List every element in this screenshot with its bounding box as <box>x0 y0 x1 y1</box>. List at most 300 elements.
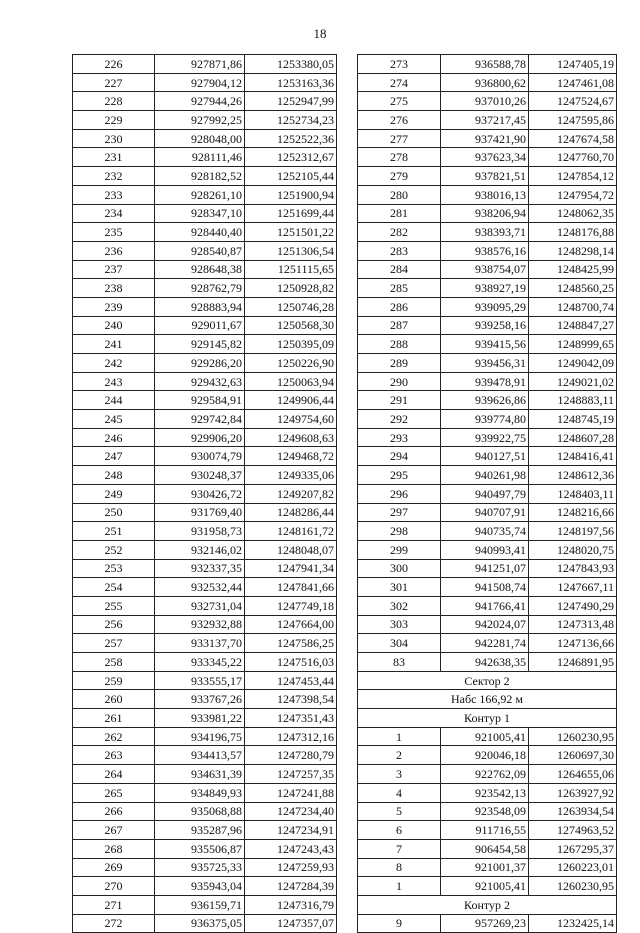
point-number: 282 <box>358 223 441 242</box>
table-row <box>358 148 617 167</box>
x-coordinate: 921005,41 <box>441 727 529 746</box>
point-number: 8 <box>358 858 441 877</box>
point-number: 2 <box>358 746 441 765</box>
x-coordinate: 927904,12 <box>155 73 245 92</box>
point-number: 245 <box>73 410 155 429</box>
point-number: 237 <box>73 260 155 279</box>
point-number: 253 <box>73 559 155 578</box>
x-coordinate: 937010,26 <box>441 92 529 111</box>
table-row <box>73 727 337 746</box>
y-coordinate: 1252105,44 <box>245 167 337 186</box>
table-row <box>73 839 337 858</box>
y-coordinate: 1248161,72 <box>245 522 337 541</box>
table-row <box>73 148 337 167</box>
y-coordinate: 1249042,09 <box>529 354 617 373</box>
point-number: 250 <box>73 503 155 522</box>
x-coordinate: 938206,94 <box>441 204 529 223</box>
y-coordinate: 1248999,65 <box>529 335 617 354</box>
point-number: 277 <box>358 129 441 148</box>
x-coordinate: 928440,40 <box>155 223 245 242</box>
y-coordinate: 1263934,54 <box>529 802 617 821</box>
table-row <box>358 821 617 840</box>
y-coordinate: 1247941,34 <box>245 559 337 578</box>
x-coordinate: 929584,91 <box>155 391 245 410</box>
table-row <box>73 410 337 429</box>
y-coordinate: 1247357,07 <box>245 914 337 933</box>
table-row <box>358 653 617 672</box>
table-row <box>73 241 337 260</box>
point-number: 4 <box>358 783 441 802</box>
page-number: 18 <box>313 26 327 41</box>
point-number: 278 <box>358 148 441 167</box>
x-coordinate: 921001,37 <box>441 858 529 877</box>
y-coordinate: 1247241,88 <box>245 783 337 802</box>
y-coordinate: 1247312,16 <box>245 727 337 746</box>
table-row <box>73 503 337 522</box>
table-row <box>358 335 617 354</box>
y-coordinate: 1251900,94 <box>245 185 337 204</box>
point-number: 273 <box>358 55 441 74</box>
table-row <box>358 746 617 765</box>
x-coordinate: 932532,44 <box>155 578 245 597</box>
x-coordinate: 929011,67 <box>155 316 245 335</box>
y-coordinate: 1247280,79 <box>245 746 337 765</box>
table-row <box>73 111 337 130</box>
y-coordinate: 1247461,08 <box>529 73 617 92</box>
x-coordinate: 940497,79 <box>441 484 529 503</box>
table-row <box>73 821 337 840</box>
table-row <box>73 671 337 690</box>
y-coordinate: 1246891,95 <box>529 653 617 672</box>
table-row <box>358 783 617 802</box>
point-number: 303 <box>358 615 441 634</box>
coordinates-table-right <box>357 54 617 933</box>
y-coordinate: 1247257,35 <box>245 765 337 784</box>
x-coordinate: 938576,16 <box>441 241 529 260</box>
x-coordinate: 934413,57 <box>155 746 245 765</box>
point-number: 242 <box>73 354 155 373</box>
table-row <box>73 690 337 709</box>
y-coordinate: 1247674,58 <box>529 129 617 148</box>
y-coordinate: 1260697,30 <box>529 746 617 765</box>
table-row <box>358 839 617 858</box>
point-number: 231 <box>73 148 155 167</box>
x-coordinate: 942024,07 <box>441 615 529 634</box>
point-number: 276 <box>358 111 441 130</box>
table-row <box>358 522 617 541</box>
table-row <box>73 279 337 298</box>
x-coordinate: 932337,35 <box>155 559 245 578</box>
y-coordinate: 1263927,92 <box>529 783 617 802</box>
y-coordinate: 1248176,88 <box>529 223 617 242</box>
x-coordinate: 933555,17 <box>155 671 245 690</box>
table-row <box>358 410 617 429</box>
x-coordinate: 939774,80 <box>441 410 529 429</box>
y-coordinate: 1247243,43 <box>245 839 337 858</box>
table-row <box>73 204 337 223</box>
table-row <box>358 185 617 204</box>
point-number: 241 <box>73 335 155 354</box>
x-coordinate: 928648,38 <box>155 260 245 279</box>
table-row <box>358 484 617 503</box>
point-number: 280 <box>358 185 441 204</box>
x-coordinate: 929906,20 <box>155 428 245 447</box>
x-coordinate: 939478,91 <box>441 372 529 391</box>
point-number: 243 <box>73 372 155 391</box>
point-number: 236 <box>73 241 155 260</box>
table-row <box>73 596 337 615</box>
point-number: 297 <box>358 503 441 522</box>
y-coordinate: 1248612,36 <box>529 466 617 485</box>
x-coordinate: 933981,22 <box>155 709 245 728</box>
point-number: 301 <box>358 578 441 597</box>
table-row <box>73 223 337 242</box>
y-coordinate: 1247667,11 <box>529 578 617 597</box>
y-coordinate: 1247595,86 <box>529 111 617 130</box>
point-number: 300 <box>358 559 441 578</box>
x-coordinate: 937623,34 <box>441 148 529 167</box>
y-coordinate: 1247405,19 <box>529 55 617 74</box>
y-coordinate: 1247234,40 <box>245 802 337 821</box>
y-coordinate: 1274963,52 <box>529 821 617 840</box>
x-coordinate: 928182,52 <box>155 167 245 186</box>
x-coordinate: 931769,40 <box>155 503 245 522</box>
table-row <box>358 55 617 74</box>
point-number: 229 <box>73 111 155 130</box>
y-coordinate: 1247854,12 <box>529 167 617 186</box>
point-number: 299 <box>358 540 441 559</box>
point-number: 283 <box>358 241 441 260</box>
table-row <box>73 167 337 186</box>
x-coordinate: 928048,00 <box>155 129 245 148</box>
table-row <box>358 279 617 298</box>
y-coordinate: 1247259,93 <box>245 858 337 877</box>
x-coordinate: 938927,19 <box>441 279 529 298</box>
y-coordinate: 1247516,03 <box>245 653 337 672</box>
table-row <box>73 559 337 578</box>
point-number: 292 <box>358 410 441 429</box>
x-coordinate: 939922,75 <box>441 428 529 447</box>
table-row <box>358 391 617 410</box>
y-coordinate: 1247136,66 <box>529 634 617 653</box>
point-number: 257 <box>73 634 155 653</box>
y-coordinate: 1248062,35 <box>529 204 617 223</box>
point-number: 294 <box>358 447 441 466</box>
table-row <box>358 204 617 223</box>
table-row <box>73 354 337 373</box>
x-coordinate: 940735,74 <box>441 522 529 541</box>
y-coordinate: 1260223,01 <box>529 858 617 877</box>
x-coordinate: 939456,31 <box>441 354 529 373</box>
point-number: 240 <box>73 316 155 335</box>
table-row <box>358 297 617 316</box>
table-row <box>358 503 617 522</box>
table-row <box>73 484 337 503</box>
table-row <box>73 55 337 74</box>
x-coordinate: 938754,07 <box>441 260 529 279</box>
section-row <box>358 895 617 914</box>
table-row <box>73 185 337 204</box>
x-coordinate: 931958,73 <box>155 522 245 541</box>
x-coordinate: 929742,84 <box>155 410 245 429</box>
point-number: 285 <box>358 279 441 298</box>
x-coordinate: 936159,71 <box>155 895 245 914</box>
section-row <box>358 709 617 728</box>
section-row <box>358 671 617 690</box>
x-coordinate: 940127,51 <box>441 447 529 466</box>
section-row <box>358 690 617 709</box>
x-coordinate: 933767,26 <box>155 690 245 709</box>
table-row <box>73 372 337 391</box>
x-coordinate: 935725,33 <box>155 858 245 877</box>
x-coordinate: 920046,18 <box>441 746 529 765</box>
point-number: 266 <box>73 802 155 821</box>
point-number: 290 <box>358 372 441 391</box>
x-coordinate: 937217,45 <box>441 111 529 130</box>
x-coordinate: 906454,58 <box>441 839 529 858</box>
y-coordinate: 1249608,63 <box>245 428 337 447</box>
point-number: 271 <box>73 895 155 914</box>
point-number: 275 <box>358 92 441 111</box>
table-row <box>73 92 337 111</box>
point-number: 263 <box>73 746 155 765</box>
y-coordinate: 1248403,11 <box>529 484 617 503</box>
y-coordinate: 1248560,25 <box>529 279 617 298</box>
x-coordinate: 957269,23 <box>441 914 529 933</box>
point-number: 5 <box>358 802 441 821</box>
point-number: 249 <box>73 484 155 503</box>
table-row <box>73 895 337 914</box>
x-coordinate: 941508,74 <box>441 578 529 597</box>
x-coordinate: 939258,16 <box>441 316 529 335</box>
y-coordinate: 1248298,14 <box>529 241 617 260</box>
x-coordinate: 936588,78 <box>441 55 529 74</box>
table-row <box>358 316 617 335</box>
point-number: 274 <box>358 73 441 92</box>
table-row <box>358 615 617 634</box>
x-coordinate: 940993,41 <box>441 540 529 559</box>
point-number: 284 <box>358 260 441 279</box>
point-number: 230 <box>73 129 155 148</box>
table-row <box>358 372 617 391</box>
point-number: 286 <box>358 297 441 316</box>
x-coordinate: 921005,41 <box>441 877 529 896</box>
x-coordinate: 940707,91 <box>441 503 529 522</box>
point-number: 227 <box>73 73 155 92</box>
y-coordinate: 1249207,82 <box>245 484 337 503</box>
y-coordinate: 1250063,94 <box>245 372 337 391</box>
x-coordinate: 930074,79 <box>155 447 245 466</box>
point-number: 265 <box>73 783 155 802</box>
point-number: 259 <box>73 671 155 690</box>
x-coordinate: 942281,74 <box>441 634 529 653</box>
x-coordinate: 941766,41 <box>441 596 529 615</box>
point-number: 3 <box>358 765 441 784</box>
point-number: 1 <box>358 877 441 896</box>
point-number: 260 <box>73 690 155 709</box>
table-row <box>358 428 617 447</box>
y-coordinate: 1247453,44 <box>245 671 337 690</box>
table-row <box>358 914 617 933</box>
table-row <box>358 241 617 260</box>
table-row <box>73 653 337 672</box>
point-number: 244 <box>73 391 155 410</box>
point-number: 295 <box>358 466 441 485</box>
y-coordinate: 1250568,30 <box>245 316 337 335</box>
table-row <box>358 92 617 111</box>
x-coordinate: 935943,04 <box>155 877 245 896</box>
y-coordinate: 1251115,65 <box>245 260 337 279</box>
point-number: 9 <box>358 914 441 933</box>
table-row <box>73 428 337 447</box>
y-coordinate: 1248883,11 <box>529 391 617 410</box>
y-coordinate: 1252312,67 <box>245 148 337 167</box>
y-coordinate: 1248700,74 <box>529 297 617 316</box>
y-coordinate: 1247284,39 <box>245 877 337 896</box>
section-heading: Набс 166,92 м <box>358 690 617 709</box>
point-number: 298 <box>358 522 441 541</box>
y-coordinate: 1267295,37 <box>529 839 617 858</box>
point-number: 291 <box>358 391 441 410</box>
x-coordinate: 940261,98 <box>441 466 529 485</box>
point-number: 288 <box>358 335 441 354</box>
table-row <box>358 260 617 279</box>
y-coordinate: 1251306,54 <box>245 241 337 260</box>
table-row <box>358 765 617 784</box>
table-row <box>73 391 337 410</box>
point-number: 252 <box>73 540 155 559</box>
table-row <box>73 709 337 728</box>
y-coordinate: 1247954,72 <box>529 185 617 204</box>
point-number: 289 <box>358 354 441 373</box>
point-number: 233 <box>73 185 155 204</box>
table-row <box>73 260 337 279</box>
point-number: 248 <box>73 466 155 485</box>
point-number: 232 <box>73 167 155 186</box>
x-coordinate: 932731,04 <box>155 596 245 615</box>
table-row <box>358 129 617 148</box>
point-number: 302 <box>358 596 441 615</box>
x-coordinate: 937821,51 <box>441 167 529 186</box>
y-coordinate: 1250395,09 <box>245 335 337 354</box>
table-row <box>73 522 337 541</box>
table-row <box>73 316 337 335</box>
y-coordinate: 1247843,93 <box>529 559 617 578</box>
point-number: 239 <box>73 297 155 316</box>
x-coordinate: 935506,87 <box>155 839 245 858</box>
x-coordinate: 928540,87 <box>155 241 245 260</box>
x-coordinate: 941251,07 <box>441 559 529 578</box>
y-coordinate: 1248197,56 <box>529 522 617 541</box>
x-coordinate: 928347,10 <box>155 204 245 223</box>
section-heading: Сектор 2 <box>358 671 617 690</box>
y-coordinate: 1252522,36 <box>245 129 337 148</box>
table-row <box>358 802 617 821</box>
y-coordinate: 1253163,36 <box>245 73 337 92</box>
x-coordinate: 939095,29 <box>441 297 529 316</box>
y-coordinate: 1248745,19 <box>529 410 617 429</box>
table-row <box>73 335 337 354</box>
table-row <box>358 167 617 186</box>
table-row <box>358 634 617 653</box>
point-number: 281 <box>358 204 441 223</box>
x-coordinate: 927944,26 <box>155 92 245 111</box>
x-coordinate: 938393,71 <box>441 223 529 242</box>
y-coordinate: 1247524,67 <box>529 92 617 111</box>
point-number: 267 <box>73 821 155 840</box>
point-number: 269 <box>73 858 155 877</box>
point-number: 234 <box>73 204 155 223</box>
table-row <box>73 466 337 485</box>
y-coordinate: 1250226,90 <box>245 354 337 373</box>
y-coordinate: 1247490,29 <box>529 596 617 615</box>
table-row <box>73 297 337 316</box>
y-coordinate: 1248216,66 <box>529 503 617 522</box>
y-coordinate: 1250746,28 <box>245 297 337 316</box>
x-coordinate: 935068,88 <box>155 802 245 821</box>
point-number: 264 <box>73 765 155 784</box>
x-coordinate: 934849,93 <box>155 783 245 802</box>
table-row <box>73 634 337 653</box>
y-coordinate: 1248048,07 <box>245 540 337 559</box>
table-row <box>73 877 337 896</box>
y-coordinate: 1247313,48 <box>529 615 617 634</box>
y-coordinate: 1247351,43 <box>245 709 337 728</box>
y-coordinate: 1249021,02 <box>529 372 617 391</box>
x-coordinate: 933137,70 <box>155 634 245 653</box>
right-table-body <box>358 55 617 933</box>
y-coordinate: 1232425,14 <box>529 914 617 933</box>
section-heading: Контур 1 <box>358 709 617 728</box>
x-coordinate: 936800,62 <box>441 73 529 92</box>
y-coordinate: 1248425,99 <box>529 260 617 279</box>
y-coordinate: 1247664,00 <box>245 615 337 634</box>
x-coordinate: 939626,86 <box>441 391 529 410</box>
point-number: 256 <box>73 615 155 634</box>
table-row <box>73 914 337 933</box>
y-coordinate: 1249754,60 <box>245 410 337 429</box>
point-number: 272 <box>73 914 155 933</box>
x-coordinate: 933345,22 <box>155 653 245 672</box>
y-coordinate: 1247398,54 <box>245 690 337 709</box>
x-coordinate: 936375,05 <box>155 914 245 933</box>
table-row <box>73 578 337 597</box>
x-coordinate: 928883,94 <box>155 297 245 316</box>
table-row <box>358 877 617 896</box>
y-coordinate: 1248607,28 <box>529 428 617 447</box>
table-row <box>358 578 617 597</box>
table-row <box>358 559 617 578</box>
point-number: 246 <box>73 428 155 447</box>
y-coordinate: 1248286,44 <box>245 503 337 522</box>
y-coordinate: 1249906,44 <box>245 391 337 410</box>
x-coordinate: 929432,63 <box>155 372 245 391</box>
table-row <box>358 223 617 242</box>
y-coordinate: 1260230,95 <box>529 727 617 746</box>
y-coordinate: 1248847,27 <box>529 316 617 335</box>
point-number: 270 <box>73 877 155 896</box>
point-number: 293 <box>358 428 441 447</box>
x-coordinate: 935287,96 <box>155 821 245 840</box>
x-coordinate: 930426,72 <box>155 484 245 503</box>
table-row <box>73 73 337 92</box>
x-coordinate: 923548,09 <box>441 802 529 821</box>
x-coordinate: 927871,86 <box>155 55 245 74</box>
point-number: 255 <box>73 596 155 615</box>
y-coordinate: 1249468,72 <box>245 447 337 466</box>
y-coordinate: 1250928,82 <box>245 279 337 298</box>
x-coordinate: 942638,35 <box>441 653 529 672</box>
